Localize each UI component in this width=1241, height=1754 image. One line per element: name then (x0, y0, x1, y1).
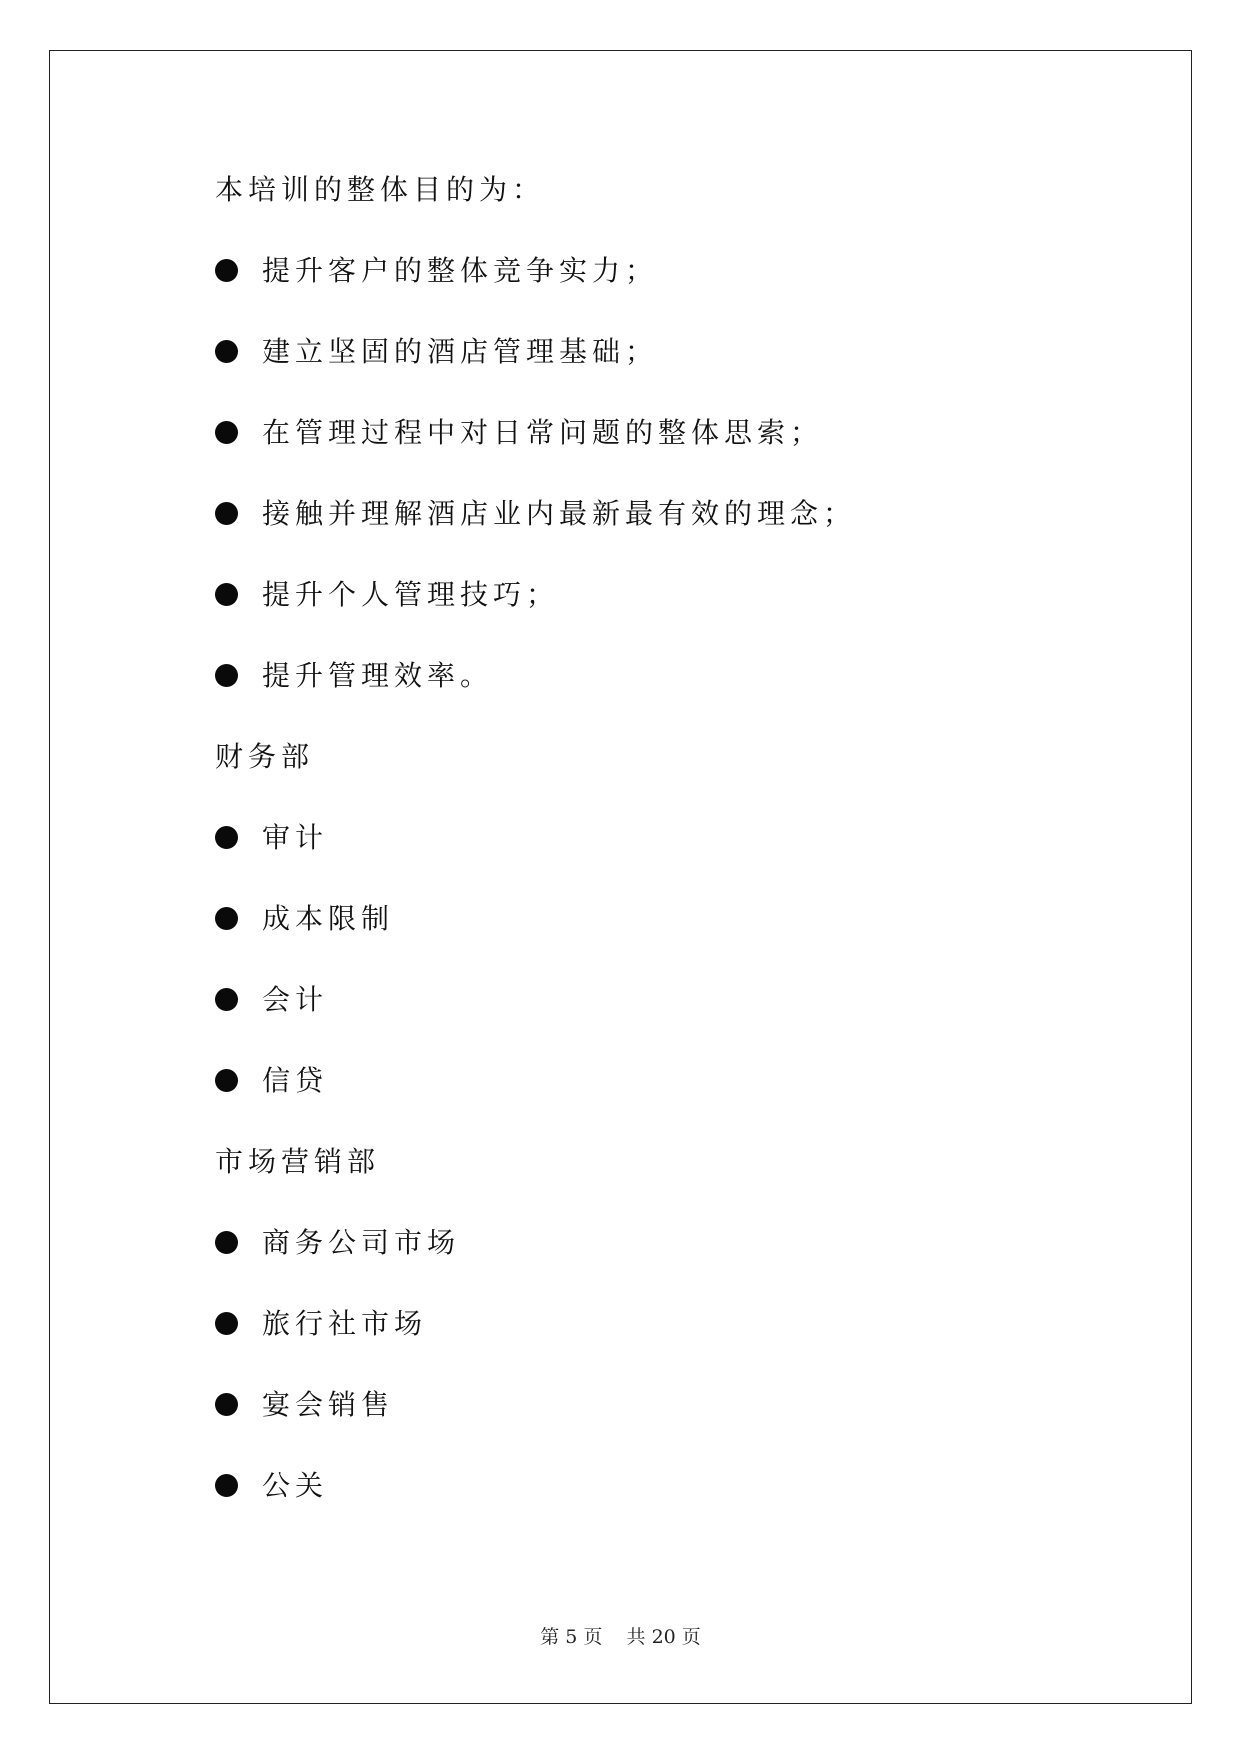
page-border (49, 50, 1192, 1704)
bullet-icon (215, 259, 238, 282)
list-item-label: 公关 (262, 1469, 329, 1502)
intro-text: 本培训的整体目的为： (215, 173, 546, 206)
page-number-footer: 第 5 页 共 20 页 (540, 1626, 701, 1648)
bullet-icon (215, 1312, 238, 1335)
list-item-label: 在管理过程中对日常问题的整体思索； (262, 416, 824, 449)
list-item-label: 信贷 (262, 1064, 329, 1097)
list-item-label: 提升管理效率。 (262, 659, 494, 692)
list-item-label: 会计 (262, 983, 329, 1016)
list-item-label: 提升个人管理技巧； (262, 578, 560, 611)
bullet-icon (215, 664, 238, 687)
list-item-label: 提升客户的整体竞争实力； (262, 254, 659, 287)
bullet-icon (215, 1069, 238, 1092)
bullet-icon (215, 583, 238, 606)
bullet-icon (215, 1474, 238, 1497)
bullet-icon (215, 1231, 238, 1254)
bullet-icon (215, 826, 238, 849)
list-item-label: 成本限制 (262, 902, 395, 935)
bullet-icon (215, 907, 238, 930)
bullet-icon (215, 988, 238, 1011)
bullet-icon (215, 1393, 238, 1416)
bullet-icon (215, 502, 238, 525)
list-item-label: 旅行社市场 (262, 1307, 428, 1340)
list-item-label: 建立坚固的酒店管理基础； (262, 335, 659, 368)
bullet-icon (215, 340, 238, 363)
list-item-label: 接触并理解酒店业内最新最有效的理念； (262, 497, 857, 530)
finance-heading: 财务部 (215, 740, 315, 773)
list-item-label: 审计 (262, 821, 329, 854)
list-item-label: 宴会销售 (262, 1388, 395, 1421)
bullet-icon (215, 421, 238, 444)
list-item-label: 商务公司市场 (262, 1226, 461, 1259)
marketing-heading: 市场营销部 (215, 1145, 381, 1178)
